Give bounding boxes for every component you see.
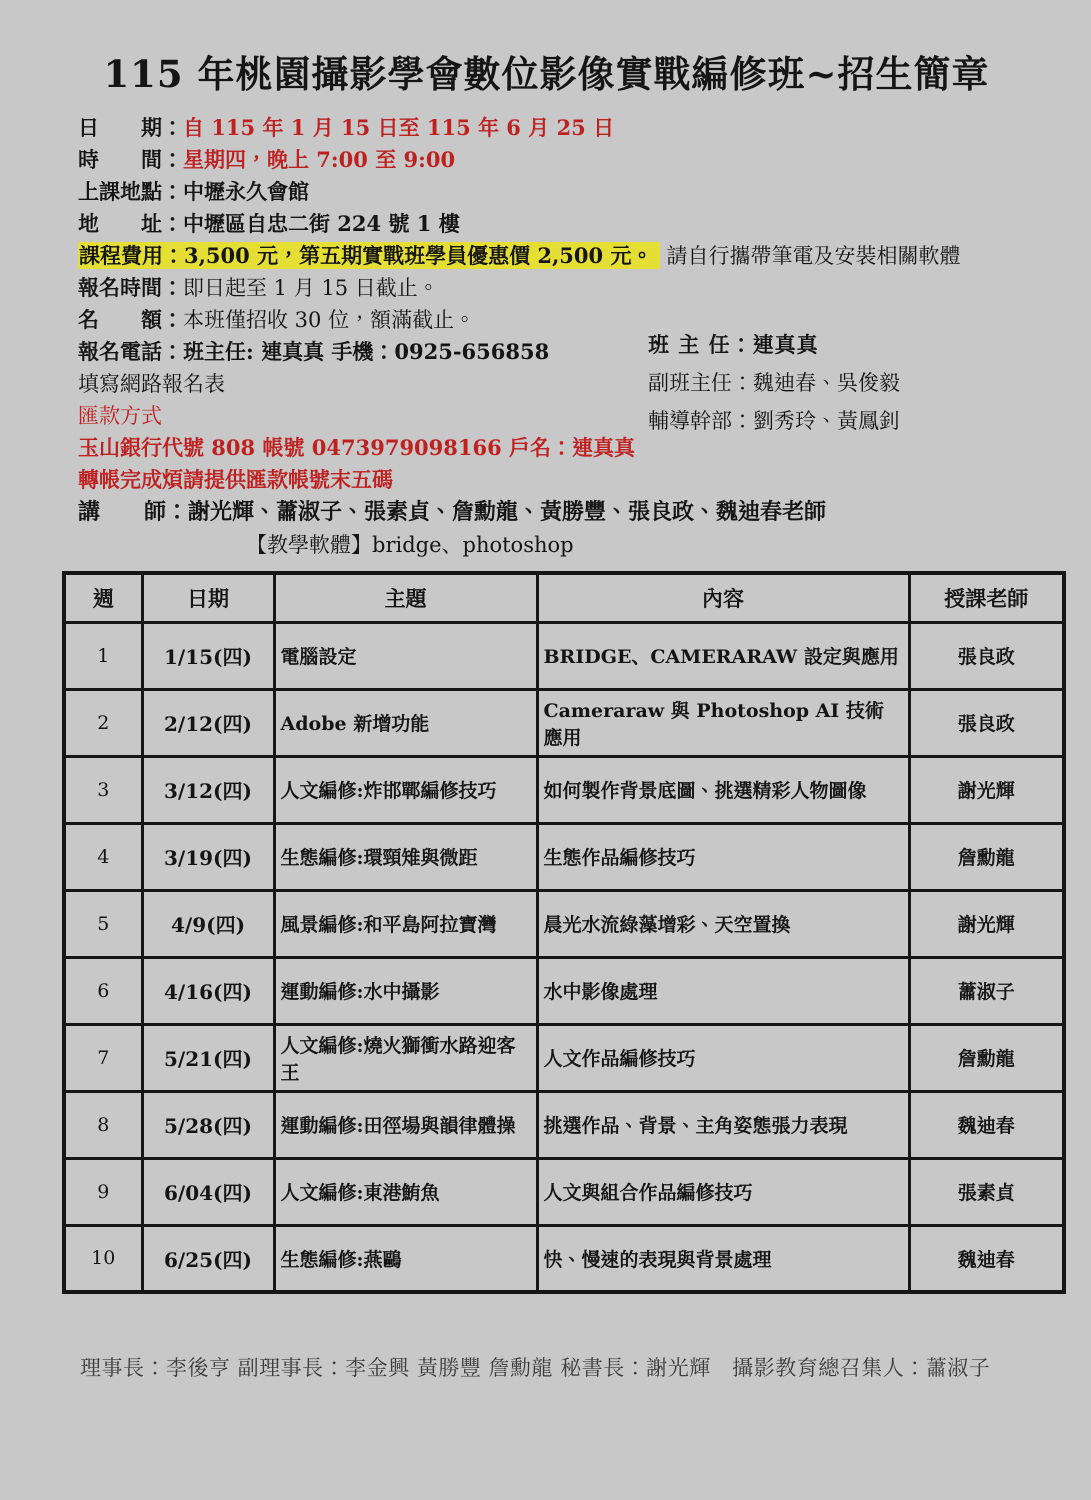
content-cell: 生態作品編修技巧 bbox=[537, 823, 909, 890]
topic-cell: 運動編修:田徑場與韻律體操 bbox=[274, 1091, 537, 1158]
teachers-label: 講 師： bbox=[78, 499, 189, 525]
date-cell: 5/21(四) bbox=[142, 1024, 274, 1091]
table-row bbox=[64, 756, 1064, 823]
week-cell: 5 bbox=[64, 890, 142, 957]
header-topic: 主題 bbox=[274, 573, 537, 622]
quota-label: 名 額： bbox=[78, 307, 183, 332]
counselor-value: 劉秀玲、黃鳳釗 bbox=[753, 409, 900, 433]
teachers-value: 謝光輝、蕭淑子、張素貞、詹勳龍、黃勝豐、張良政、魏迪春老師 bbox=[188, 499, 827, 525]
week-cell: 3 bbox=[64, 756, 142, 823]
time-value: 星期四，晚上 7:00 至 9:00 bbox=[183, 147, 456, 172]
week-cell: 7 bbox=[64, 1024, 142, 1091]
topic-cell: 生態編修:燕鷗 bbox=[274, 1225, 537, 1292]
director-value: 連真真 bbox=[752, 332, 819, 357]
teacher-cell: 謝光輝 bbox=[909, 756, 1064, 823]
teacher-cell: 詹勳龍 bbox=[909, 823, 1064, 890]
table-row bbox=[64, 1091, 1064, 1158]
staff-line-counselor bbox=[648, 402, 900, 440]
table-row bbox=[64, 1024, 1064, 1091]
footer-officers-text: 理事長：李後亨 副理事長：李金興 黃勝豐 詹勳龍 秘書長：謝光輝 攝影教育總召集人：蕭淑子 bbox=[80, 1356, 991, 1380]
topic-cell: 電腦設定 bbox=[274, 622, 537, 689]
register-time-value: 即日起至 1 月 15 日截止。 bbox=[183, 276, 439, 300]
payment-method-text: 匯款方式 bbox=[78, 404, 162, 428]
week-cell: 1 bbox=[64, 622, 142, 689]
topic-cell: 人文編修:燒火獅衝水路迎客王 bbox=[274, 1024, 537, 1091]
schedule-table bbox=[62, 571, 1066, 1294]
page-title: 115 年桃園攝影學會數位影像實戰編修班~招生簡章 bbox=[103, 52, 990, 96]
table-row bbox=[64, 823, 1064, 890]
content-cell: 如何製作背景底圖、挑選精彩人物圖像 bbox=[537, 756, 909, 823]
teacher-cell: 謝光輝 bbox=[909, 890, 1064, 957]
table-row bbox=[64, 1225, 1064, 1292]
content-cell: 快、慢速的表現與背景處理 bbox=[537, 1225, 909, 1292]
staff-block bbox=[648, 326, 900, 440]
content-cell: 晨光水流綠藻增彩、天空置換 bbox=[537, 890, 909, 957]
topic-cell: 風景編修:和平島阿拉寶灣 bbox=[274, 890, 537, 957]
date-value: 自 115 年 1 月 15 日至 115 年 6 月 25 日 bbox=[183, 115, 615, 140]
teacher-cell: 詹勳龍 bbox=[909, 1024, 1064, 1091]
topic-cell: 人文編修:東港鮪魚 bbox=[274, 1158, 537, 1225]
table-row bbox=[64, 1158, 1064, 1225]
header-teacher: 授課老師 bbox=[909, 573, 1064, 622]
phone-value: 班主任: 連真真 手機：0925-656858 bbox=[183, 339, 550, 364]
date-cell: 6/25(四) bbox=[142, 1225, 274, 1292]
date-cell: 4/9(四) bbox=[142, 890, 274, 957]
week-cell: 4 bbox=[64, 823, 142, 890]
table-row bbox=[64, 890, 1064, 957]
venue-label: 上課地點： bbox=[78, 179, 183, 204]
info-line-register-time bbox=[78, 272, 1063, 304]
topic-cell: 人文編修:炸邯鄲編修技巧 bbox=[274, 756, 537, 823]
info-line-fee bbox=[78, 240, 1063, 272]
counselor-label: 輔導幹部： bbox=[648, 409, 753, 433]
content-cell: 水中影像處理 bbox=[537, 957, 909, 1024]
table-header-row bbox=[64, 573, 1064, 622]
quota-value: 本班僅招收 30 位，額滿截止。 bbox=[183, 308, 476, 332]
topic-cell: 生態編修:環頸雉與微距 bbox=[274, 823, 537, 890]
info-line-address bbox=[78, 208, 1063, 240]
header-date: 日期 bbox=[142, 573, 274, 622]
teacher-cell: 張素貞 bbox=[909, 1158, 1064, 1225]
info-line-date bbox=[78, 112, 1063, 144]
date-cell: 4/16(四) bbox=[142, 957, 274, 1024]
address-label: 地 址： bbox=[78, 211, 183, 236]
transfer-note-text: 轉帳完成煩請提供匯款帳號末五碼 bbox=[78, 467, 393, 492]
table-row bbox=[64, 689, 1064, 756]
date-cell: 3/12(四) bbox=[142, 756, 274, 823]
teacher-cell: 蕭淑子 bbox=[909, 957, 1064, 1024]
header-content: 內容 bbox=[537, 573, 909, 622]
teacher-cell: 張良政 bbox=[909, 689, 1064, 756]
fee-note: 請自行攜帶筆電及安裝相關軟體 bbox=[666, 244, 961, 268]
software-text: 【教學軟體】bridge、photoshop bbox=[246, 533, 574, 557]
deputy-value: 魏迪春、吳俊毅 bbox=[753, 371, 900, 395]
info-line-time bbox=[78, 144, 1063, 176]
week-cell: 6 bbox=[64, 957, 142, 1024]
register-time-label: 報名時間： bbox=[78, 275, 183, 300]
content-cell: 人文與組合作品編修技巧 bbox=[537, 1158, 909, 1225]
schedule-table-wrap bbox=[62, 571, 1063, 1294]
week-cell: 10 bbox=[64, 1225, 142, 1292]
fee-highlight: 課程費用：3,500 元，第五期實戰班學員優惠價 2,500 元。 bbox=[78, 242, 660, 269]
table-row bbox=[64, 622, 1064, 689]
content-cell: BRIDGE、CAMERARAW 設定與應用 bbox=[537, 622, 909, 689]
date-label: 日 期： bbox=[78, 115, 183, 140]
teacher-cell: 張良政 bbox=[909, 622, 1064, 689]
teacher-cell: 魏迪春 bbox=[909, 1091, 1064, 1158]
content-cell: 挑選作品、背景、主角姿態張力表現 bbox=[537, 1091, 909, 1158]
info-line-venue bbox=[78, 176, 1063, 208]
staff-line-director bbox=[648, 326, 900, 364]
info-line-phone bbox=[78, 336, 1063, 368]
week-cell: 9 bbox=[64, 1158, 142, 1225]
header-week: 週 bbox=[64, 573, 142, 622]
info-section bbox=[78, 112, 1063, 561]
table-row bbox=[64, 957, 1064, 1024]
date-cell: 6/04(四) bbox=[142, 1158, 274, 1225]
date-cell: 2/12(四) bbox=[142, 689, 274, 756]
director-label: 班 主 任： bbox=[648, 332, 753, 357]
address-value: 中壢區自忠二街 224 號 1 樓 bbox=[183, 211, 460, 236]
deputy-label: 副班主任： bbox=[648, 371, 753, 395]
date-cell: 1/15(四) bbox=[142, 622, 274, 689]
staff-line-deputy bbox=[648, 364, 900, 402]
bank-account-text: 玉山銀行代號 808 帳號 0473979098166 戶名：連真真 bbox=[78, 435, 636, 460]
topic-cell: 運動編修:水中攝影 bbox=[274, 957, 537, 1024]
teacher-cell: 魏迪春 bbox=[909, 1225, 1064, 1292]
content-cell: 人文作品編修技巧 bbox=[537, 1024, 909, 1091]
topic-cell: Adobe 新增功能 bbox=[274, 689, 537, 756]
time-label: 時 間： bbox=[78, 147, 183, 172]
content-cell: Cameraraw 與 Photoshop AI 技術應用 bbox=[537, 689, 909, 756]
info-line-teachers bbox=[78, 496, 1063, 529]
phone-label: 報名電話： bbox=[78, 339, 183, 364]
venue-value: 中壢永久會館 bbox=[183, 179, 309, 204]
date-cell: 5/28(四) bbox=[142, 1091, 274, 1158]
info-line-quota bbox=[78, 304, 1063, 336]
date-cell: 3/19(四) bbox=[142, 823, 274, 890]
week-cell: 8 bbox=[64, 1091, 142, 1158]
week-cell: 2 bbox=[64, 689, 142, 756]
online-form-text: 填寫網路報名表 bbox=[78, 372, 225, 396]
